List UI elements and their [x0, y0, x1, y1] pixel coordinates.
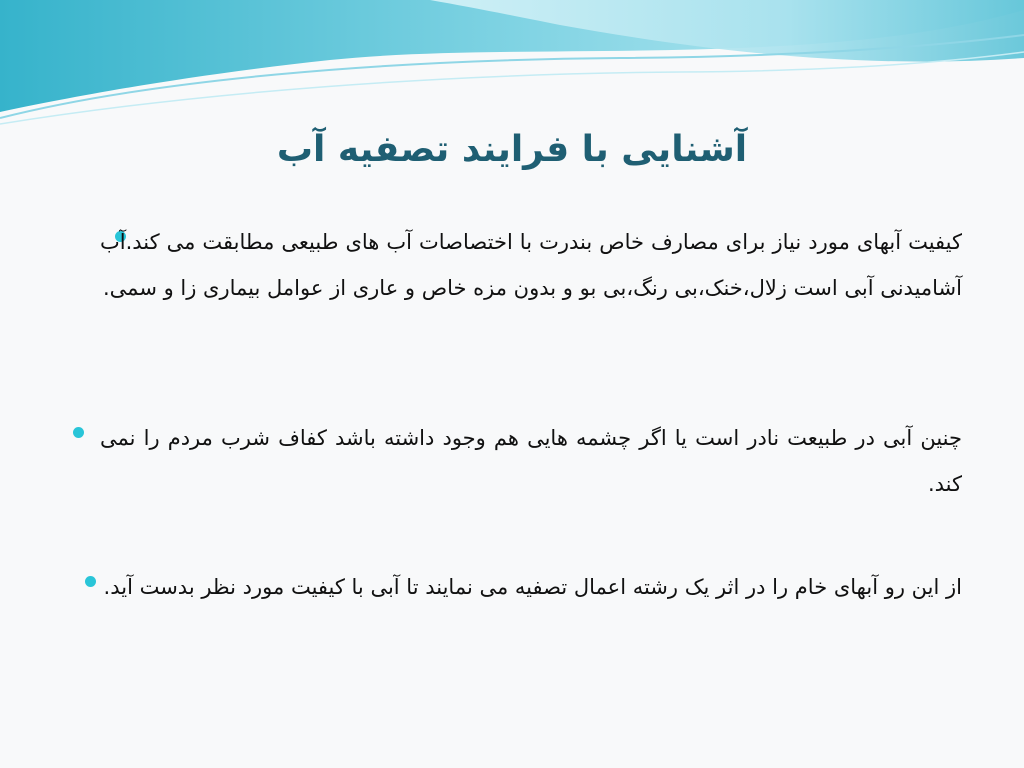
bullet-paragraph: از این رو آبهای خام را در اثر یک رشته اعمال تصفیه می نمایند تا آبی با کیفیت مورد نظر بدست آید. — [103, 575, 962, 599]
bullet-dot-icon — [85, 576, 96, 587]
bullet-paragraph: کیفیت آبهای مورد نیاز برای مصارف خاص بندرت با اختصاصات آب های طبیعی مطابقت می کند.آب آشامیدنی آبی است زلال،خنک،بی رنگ،بی بو و بدون مزه خاص و عاری از عوامل بیماری زا و سمی. — [100, 230, 962, 300]
slide-title: آشنایی با فرایند تصفیه آب — [276, 129, 748, 170]
header-wave-decoration — [0, 0, 1024, 130]
bullet-dot-icon — [73, 427, 84, 438]
bullet-paragraph: چنین آبی در طبیعت نادر است یا اگر چشمه هایی هم وجود داشته باشد کفاف شرب مردم را نمی کند. — [100, 426, 962, 496]
